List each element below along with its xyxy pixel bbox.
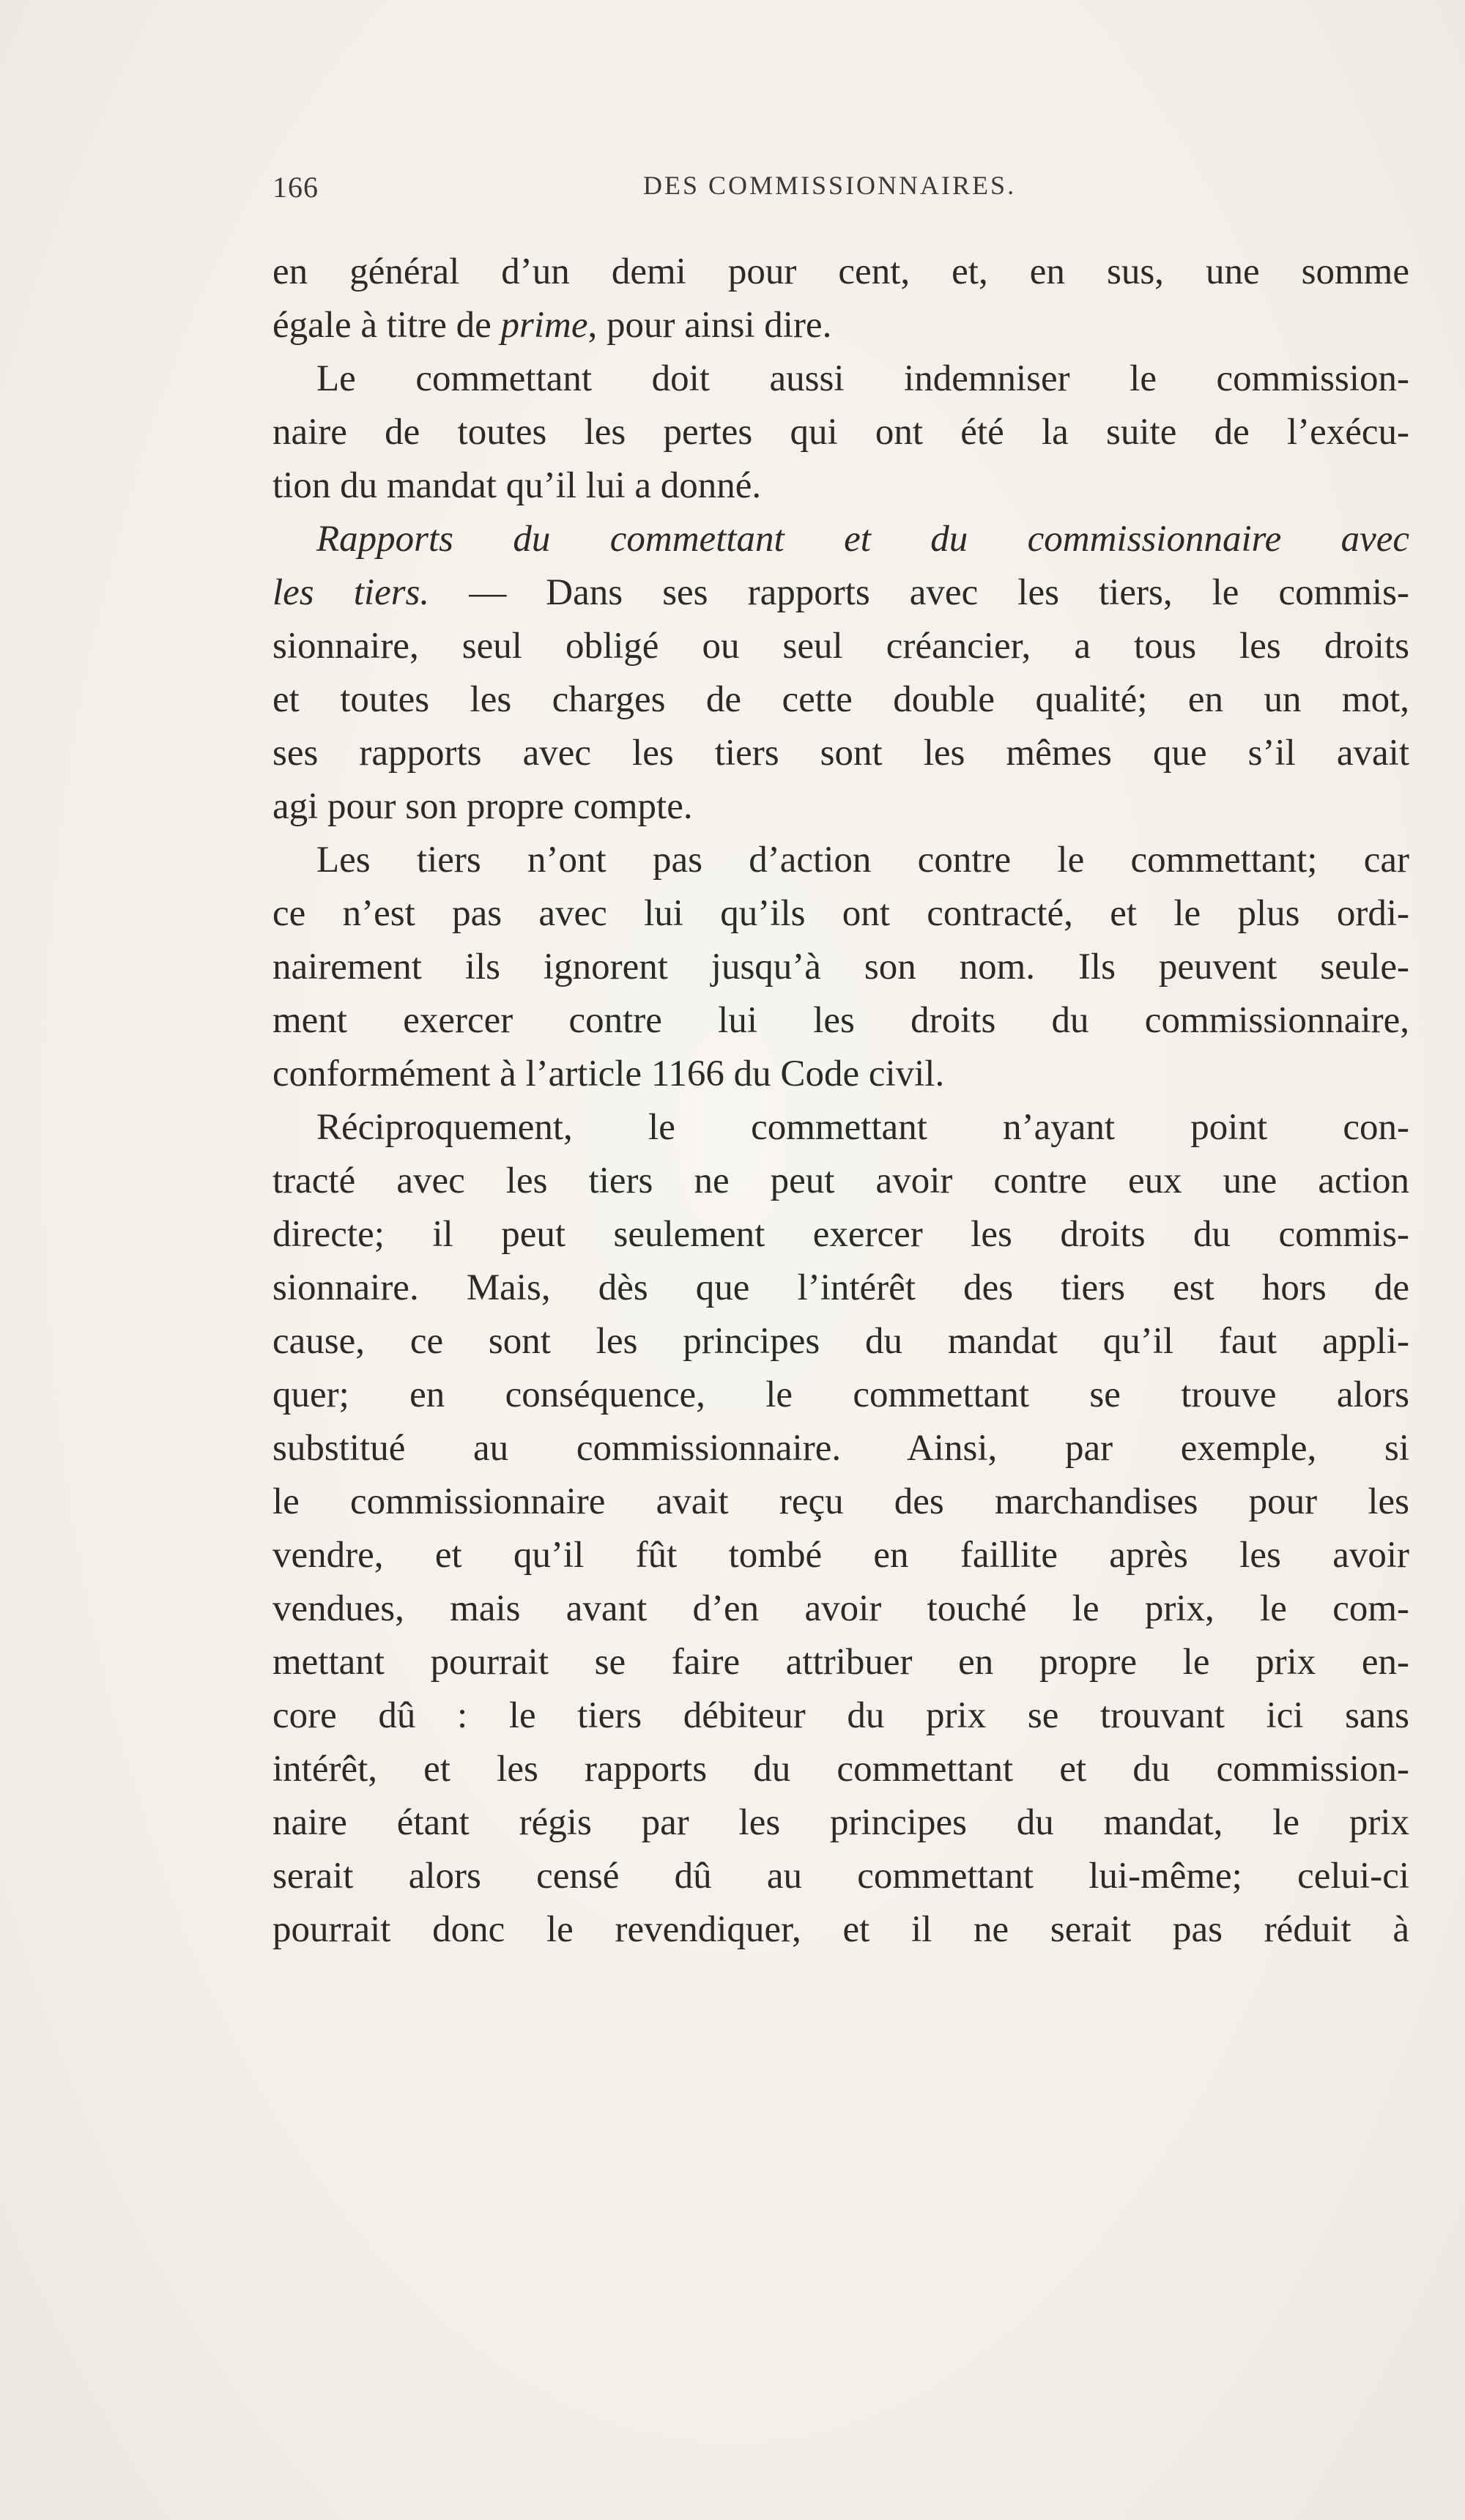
section-heading-line: Rapports du commettant et du commissionnaire avec xyxy=(316,519,1409,560)
text-line: core dû : le tiers débiteur du prix se trouvant ici sans xyxy=(272,1695,1409,1736)
text-line: ses rapports avec les tiers sont les mêmes que s’il avait xyxy=(272,733,1409,774)
text-line: pourrait donc le revendiquer, et il ne serait pas réduit à xyxy=(272,1909,1409,1950)
text-line: quer; en conséquence, le commettant se trouve alors xyxy=(272,1374,1409,1415)
text-line: conformément à l’article 1166 du Code civil. xyxy=(272,1053,945,1094)
text-line: naire étant régis par les principes du mandat, le prix xyxy=(272,1802,1409,1843)
page-number: 166 xyxy=(272,171,319,204)
text-line: ce n’est pas avec lui qu’ils ont contracté, et le plus ordi- xyxy=(272,893,1409,934)
text-line: Le commettant doit aussi indemniser le commission- xyxy=(316,358,1409,399)
text-line: sionnaire, seul obligé ou seul créancier, a tous les droits xyxy=(272,626,1409,667)
text-line: en général d’un demi pour cent, et, en sus, une somme xyxy=(272,251,1409,292)
text-line: sionnaire. Mais, dès que l’intérêt des tiers est hors de xyxy=(272,1267,1409,1308)
body-text xyxy=(272,245,1409,1957)
text-line: directe; il peut seulement exercer les droits du commis- xyxy=(272,1214,1409,1255)
text-line: mettant pourrait se faire attribuer en propre le prix en- xyxy=(272,1642,1409,1683)
text-fragment: égale à titre de xyxy=(272,305,501,346)
page-header xyxy=(272,170,1408,214)
italic-term: prime xyxy=(500,305,588,346)
text-line: vendues, mais avant d’en avoir touché le prix, le com- xyxy=(272,1588,1409,1629)
text-fragment: — Dans ses rapports avec les tiers, le commis- xyxy=(429,572,1409,613)
text-line: intérêt, et les rapports du commettant et du commission- xyxy=(272,1749,1409,1790)
text-line: cause, ce sont les principes du mandat qu’il faut appli- xyxy=(272,1321,1409,1362)
text-line: et toutes les charges de cette double qualité; en un mot, xyxy=(272,679,1409,720)
text-line: vendre, et qu’il fût tombé en faillite après les avoir xyxy=(272,1535,1409,1576)
text-fragment: , pour ainsi dire. xyxy=(587,305,832,346)
text-line: ment exercer contre lui les droits du commissionnaire, xyxy=(272,1000,1409,1041)
text-line: Réciproquement, le commettant n’ayant point con- xyxy=(316,1107,1409,1148)
text-line: le commissionnaire avait reçu des marchandises pour les xyxy=(272,1481,1409,1522)
section-heading-end: les tiers. xyxy=(272,572,430,613)
text-line xyxy=(272,566,1409,620)
running-head: DES COMMISSIONNAIRES. xyxy=(643,171,1017,200)
text-line: nairement ils ignorent jusqu’à son nom. Ils peuvent seule- xyxy=(272,946,1409,987)
text-line: tracté avec les tiers ne peut avoir contre eux une action xyxy=(272,1160,1409,1201)
text-line: substitué au commissionnaire. Ainsi, par exemple, si xyxy=(272,1428,1409,1469)
text-line: naire de toutes les pertes qui ont été la suite de l’exécu- xyxy=(272,412,1409,453)
text-line: Les tiers n’ont pas d’action contre le commettant; car xyxy=(316,840,1409,881)
text-line: serait alors censé dû au commettant lui-même; celui-ci xyxy=(272,1856,1409,1897)
text-line: agi pour son propre compte. xyxy=(272,786,693,827)
text-line xyxy=(272,299,1409,352)
text-line: tion du mandat qu’il lui a donné. xyxy=(272,465,762,506)
